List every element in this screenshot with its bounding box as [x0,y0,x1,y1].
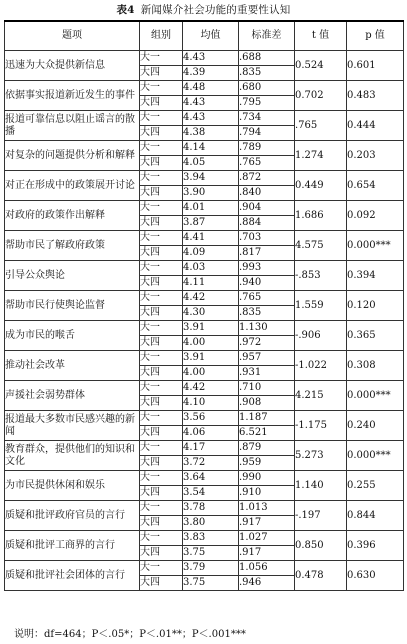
sd-cell: .940 [239,276,295,291]
item-label: 为市民提供休闲和娱乐 [5,471,140,501]
header-sd: 标准差 [239,21,295,51]
group-cell: 大一 [140,291,183,306]
group-cell: 大四 [140,186,183,201]
header-group: 组别 [140,21,183,51]
sd-cell: .946 [239,576,295,591]
sd-cell: .910 [239,486,295,501]
table-row [5,261,404,276]
table-row [5,381,404,396]
sd-cell: .931 [239,366,295,381]
group-cell: 大一 [140,501,183,516]
p-value-cell: 0.444 [347,111,404,141]
mean-cell: 4.09 [183,246,239,261]
group-cell: 大四 [140,366,183,381]
p-value-cell: 0.601 [347,51,404,81]
group-cell: 大一 [140,441,183,456]
item-label: 质疑和批评政府官员的言行 [5,501,140,531]
sd-cell: 1.027 [239,531,295,546]
t-value-cell: 0.449 [295,171,347,201]
mean-cell: 3.75 [183,576,239,591]
mean-cell: 3.80 [183,516,239,531]
mean-cell: 4.06 [183,426,239,441]
mean-cell: 4.41 [183,231,239,246]
t-value-cell: 1.140 [295,471,347,501]
sd-cell: .917 [239,546,295,561]
table-note: 说明：df=464；P＜.05*；P＜.01**；P＜.001*** [14,629,246,640]
sd-cell: .835 [239,306,295,321]
p-value-cell: 0.396 [347,531,404,561]
group-cell: 大四 [140,516,183,531]
sd-cell: .680 [239,81,295,96]
p-value-cell: 0.654 [347,171,404,201]
mean-cell: 4.10 [183,396,239,411]
mean-cell: 3.64 [183,471,239,486]
sd-cell: 1.187 [239,411,295,426]
sd-cell: .993 [239,261,295,276]
sd-cell: .990 [239,471,295,486]
t-value-cell: -.906 [295,321,347,351]
table-row [5,291,404,306]
item-label: 质疑和批评工商界的言行 [5,531,140,561]
table-row [5,321,404,336]
group-cell: 大四 [140,156,183,171]
group-cell: 大四 [140,456,183,471]
table-title: 新闻媒介社会功能的重要性认知 [140,4,291,16]
group-cell: 大一 [140,351,183,366]
group-cell: 大四 [140,396,183,411]
item-label: 引导公众舆论 [5,261,140,291]
t-value-cell: 5.273 [295,441,347,471]
table-row [5,441,404,456]
group-cell: 大一 [140,381,183,396]
group-cell: 大一 [140,141,183,156]
group-cell: 大四 [140,276,183,291]
t-value-cell: -1.022 [295,351,347,381]
header-mean: 均值 [183,21,239,51]
p-value-cell: 0.365 [347,321,404,351]
sd-cell: .794 [239,126,295,141]
table-row [5,141,404,156]
group-cell: 大一 [140,321,183,336]
t-value-cell: 1.274 [295,141,347,171]
t-value-cell: 1.559 [295,291,347,321]
group-cell: 大一 [140,471,183,486]
group-cell: 大一 [140,561,183,576]
mean-cell: 3.90 [183,186,239,201]
t-value-cell: -.197 [295,501,347,531]
mean-cell: 3.83 [183,531,239,546]
header-topic: 题项 [5,21,140,51]
group-cell: 大四 [140,246,183,261]
table-body [5,51,404,591]
t-value-cell: 4.215 [295,381,347,411]
item-label: 对正在形成中的政策展开讨论 [5,171,140,201]
mean-cell: 3.78 [183,501,239,516]
t-value-cell: 0.478 [295,561,347,591]
table-row [5,531,404,546]
t-value-cell: 0.524 [295,51,347,81]
sd-cell: .765 [239,291,295,306]
mean-cell: 4.43 [183,96,239,111]
header-p: p 值 [347,21,404,51]
group-cell: 大一 [140,111,183,126]
header-row [5,21,404,51]
t-value-cell: .765 [295,111,347,141]
sd-cell: 1.130 [239,321,295,336]
group-cell: 大四 [140,336,183,351]
mean-cell: 3.79 [183,561,239,576]
sd-cell: .817 [239,246,295,261]
item-label: 声援社会弱势群体 [5,381,140,411]
mean-cell: 4.42 [183,381,239,396]
t-value-cell: -.853 [295,261,347,291]
mean-cell: 4.30 [183,306,239,321]
item-label: 帮助市民了解政府政策 [5,231,140,261]
mean-cell: 3.91 [183,351,239,366]
item-label: 依据事实报道新近发生的事件 [5,81,140,111]
table-row [5,201,404,216]
mean-cell: 4.03 [183,261,239,276]
sd-cell: .959 [239,456,295,471]
mean-cell: 4.38 [183,126,239,141]
table-row [5,171,404,186]
sd-cell: .879 [239,441,295,456]
group-cell: 大四 [140,216,183,231]
group-cell: 大一 [140,411,183,426]
sd-cell: .904 [239,201,295,216]
group-cell: 大四 [140,546,183,561]
mean-cell: 4.48 [183,81,239,96]
mean-cell: 4.42 [183,291,239,306]
group-cell: 大四 [140,96,183,111]
header-t: t 值 [295,21,347,51]
sd-cell: .734 [239,111,295,126]
group-cell: 大一 [140,201,183,216]
mean-cell: 3.91 [183,321,239,336]
mean-cell: 3.72 [183,456,239,471]
item-label: 迅速为大众提供新信息 [5,51,140,81]
p-value-cell: 0.000*** [347,441,404,471]
t-value-cell: -1.175 [295,411,347,441]
mean-cell: 4.05 [183,156,239,171]
sd-cell: .917 [239,516,295,531]
item-label: 成为市民的喉舌 [5,321,140,351]
p-value-cell: 0.000*** [347,381,404,411]
mean-cell: 3.94 [183,171,239,186]
table-row [5,501,404,516]
group-cell: 大一 [140,531,183,546]
mean-cell: 3.87 [183,216,239,231]
p-value-cell: 0.630 [347,561,404,591]
mean-cell: 4.14 [183,141,239,156]
mean-cell: 4.11 [183,276,239,291]
group-cell: 大一 [140,261,183,276]
p-value-cell: 0.844 [347,501,404,531]
mean-cell: 3.56 [183,411,239,426]
mean-cell: 4.43 [183,51,239,66]
table-row [5,111,404,126]
t-value-cell: 1.686 [295,201,347,231]
mean-cell: 4.17 [183,441,239,456]
mean-cell: 4.39 [183,66,239,81]
item-label: 报道最大多数市民感兴趣的新闻 [5,411,140,441]
p-value-cell: 0.000*** [347,231,404,261]
sd-cell: .972 [239,336,295,351]
sd-cell: .789 [239,141,295,156]
sd-cell: .703 [239,231,295,246]
sd-cell: .840 [239,186,295,201]
mean-cell: 4.00 [183,336,239,351]
group-cell: 大一 [140,171,183,186]
p-value-cell: 0.120 [347,291,404,321]
table-row [5,51,404,66]
p-value-cell: 0.255 [347,471,404,501]
sd-cell: 6.521 [239,426,295,441]
sd-cell: .765 [239,156,295,171]
group-cell: 大一 [140,51,183,66]
item-label: 质疑和批评社会团体的言行 [5,561,140,591]
p-value-cell: 0.240 [347,411,404,441]
group-cell: 大四 [140,426,183,441]
table-row [5,351,404,366]
item-label: 对政府的政策作出解释 [5,201,140,231]
sd-cell: 1.013 [239,501,295,516]
sd-cell: .908 [239,396,295,411]
mean-cell: 3.75 [183,546,239,561]
t-value-cell: 0.702 [295,81,347,111]
sd-cell: .688 [239,51,295,66]
sd-cell: 1.056 [239,561,295,576]
sd-cell: .872 [239,171,295,186]
item-label: 教育群众，提供他们的知识和文化 [5,441,140,471]
mean-cell: 4.43 [183,111,239,126]
group-cell: 大四 [140,306,183,321]
data-table [4,20,404,591]
group-cell: 大一 [140,231,183,246]
sd-cell: .884 [239,216,295,231]
group-cell: 大四 [140,486,183,501]
sd-cell: .835 [239,66,295,81]
table-number: 表4 [116,4,135,16]
group-cell: 大四 [140,66,183,81]
t-value-cell: 4.575 [295,231,347,261]
p-value-cell: 0.483 [347,81,404,111]
p-value-cell: 0.092 [347,201,404,231]
item-label: 报道可靠信息以阻止谣言的散播 [5,111,140,141]
group-cell: 大四 [140,126,183,141]
table-row [5,471,404,486]
item-label: 帮助市民行使舆论监督 [5,291,140,321]
group-cell: 大一 [140,81,183,96]
sd-cell: .795 [239,96,295,111]
table-row [5,411,404,426]
t-value-cell: 0.850 [295,531,347,561]
p-value-cell: 0.308 [347,351,404,381]
table-row [5,561,404,576]
sd-cell: .957 [239,351,295,366]
mean-cell: 4.00 [183,366,239,381]
p-value-cell: 0.203 [347,141,404,171]
group-cell: 大四 [140,576,183,591]
table-row [5,81,404,96]
item-label: 对复杂的问题提供分析和解释 [5,141,140,171]
mean-cell: 4.01 [183,201,239,216]
item-label: 推动社会改革 [5,351,140,381]
sd-cell: .710 [239,381,295,396]
table-row [5,231,404,246]
p-value-cell: 0.394 [347,261,404,291]
table-caption [0,0,407,20]
mean-cell: 3.54 [183,486,239,501]
